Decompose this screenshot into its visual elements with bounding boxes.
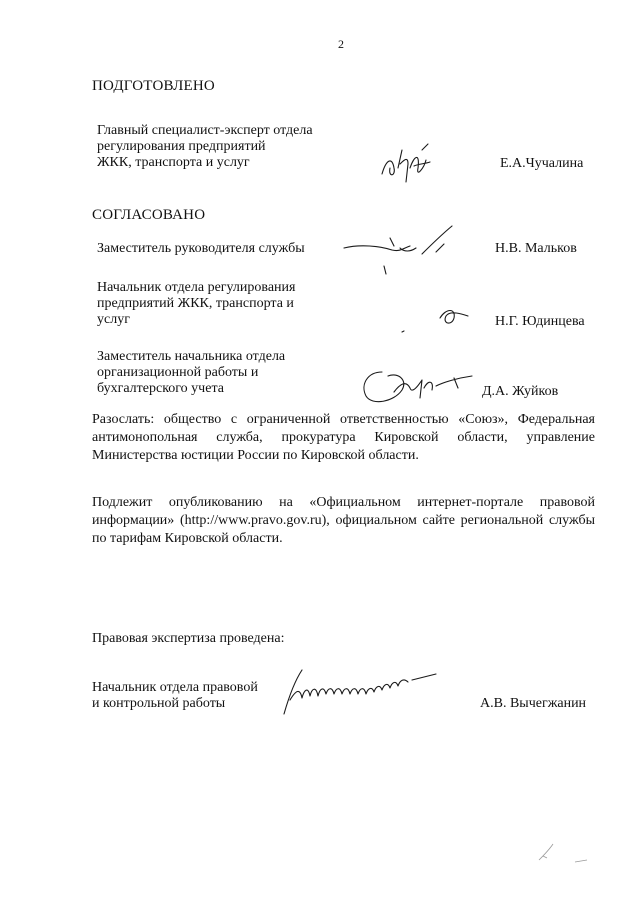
title-line: и контрольной работы [92,696,226,711]
signature-malkov [340,218,470,278]
prepared-signer-name: Е.А.Чучалина [500,156,584,171]
signer-name: Н.Г. Юдинцева [495,314,585,329]
title-line: предприятий ЖКК, транспорта и [97,296,294,311]
title-line: Заместитель начальника отдела [97,349,286,364]
title-line: Начальник отдела регулирования [97,280,296,295]
scan-mark [535,838,595,868]
legal-review-signer-title [92,680,258,712]
prepared-heading: ПОДГОТОВЛЕНО [92,78,215,94]
title-line: бухгалтерского учета [97,381,224,396]
signature-chuchalina [378,138,440,188]
signer-name: Н.В. Мальков [495,241,577,256]
publication-paragraph: Подлежит опубликованию на «Официальном интернет-портале правовой информации» (http://www.pravo.gov.ru), официальном сайте региональной службы по тарифам Кировской области. [92,495,595,546]
title-line: ЖКК, транспорта и услуг [97,155,250,170]
signature-zhuykov [354,362,479,412]
distribution-paragraph: Разослать: общество с ограниченной ответственностью «Союз», Федеральная антимонопольная служба, прокуратура Кировской области, управление Министерства юстиции России по Кировской области. [92,412,595,463]
page-number: 2 [338,37,344,51]
signer-title [97,280,295,328]
legal-review-heading: Правовая экспертиза проведена: [92,631,285,646]
signer-title [97,349,285,397]
signature-yudintseva [400,298,480,338]
signature-vychegzhanin [276,660,446,720]
title-line: Главный специалист-эксперт отдела [97,123,313,138]
agreed-heading: СОГЛАСОВАНО [92,207,206,223]
title-line: услуг [97,312,130,327]
signer-title: Заместитель руководителя службы [97,241,305,256]
legal-review-signer-name: А.В. Вычегжанин [480,696,587,711]
title-line: организационной работы и [97,365,259,380]
title-line: Начальник отдела правовой [92,680,258,695]
prepared-signer-title [97,123,313,171]
title-line: регулирования предприятий [97,139,266,154]
signer-name: Д.А. Жуйков [482,384,559,399]
